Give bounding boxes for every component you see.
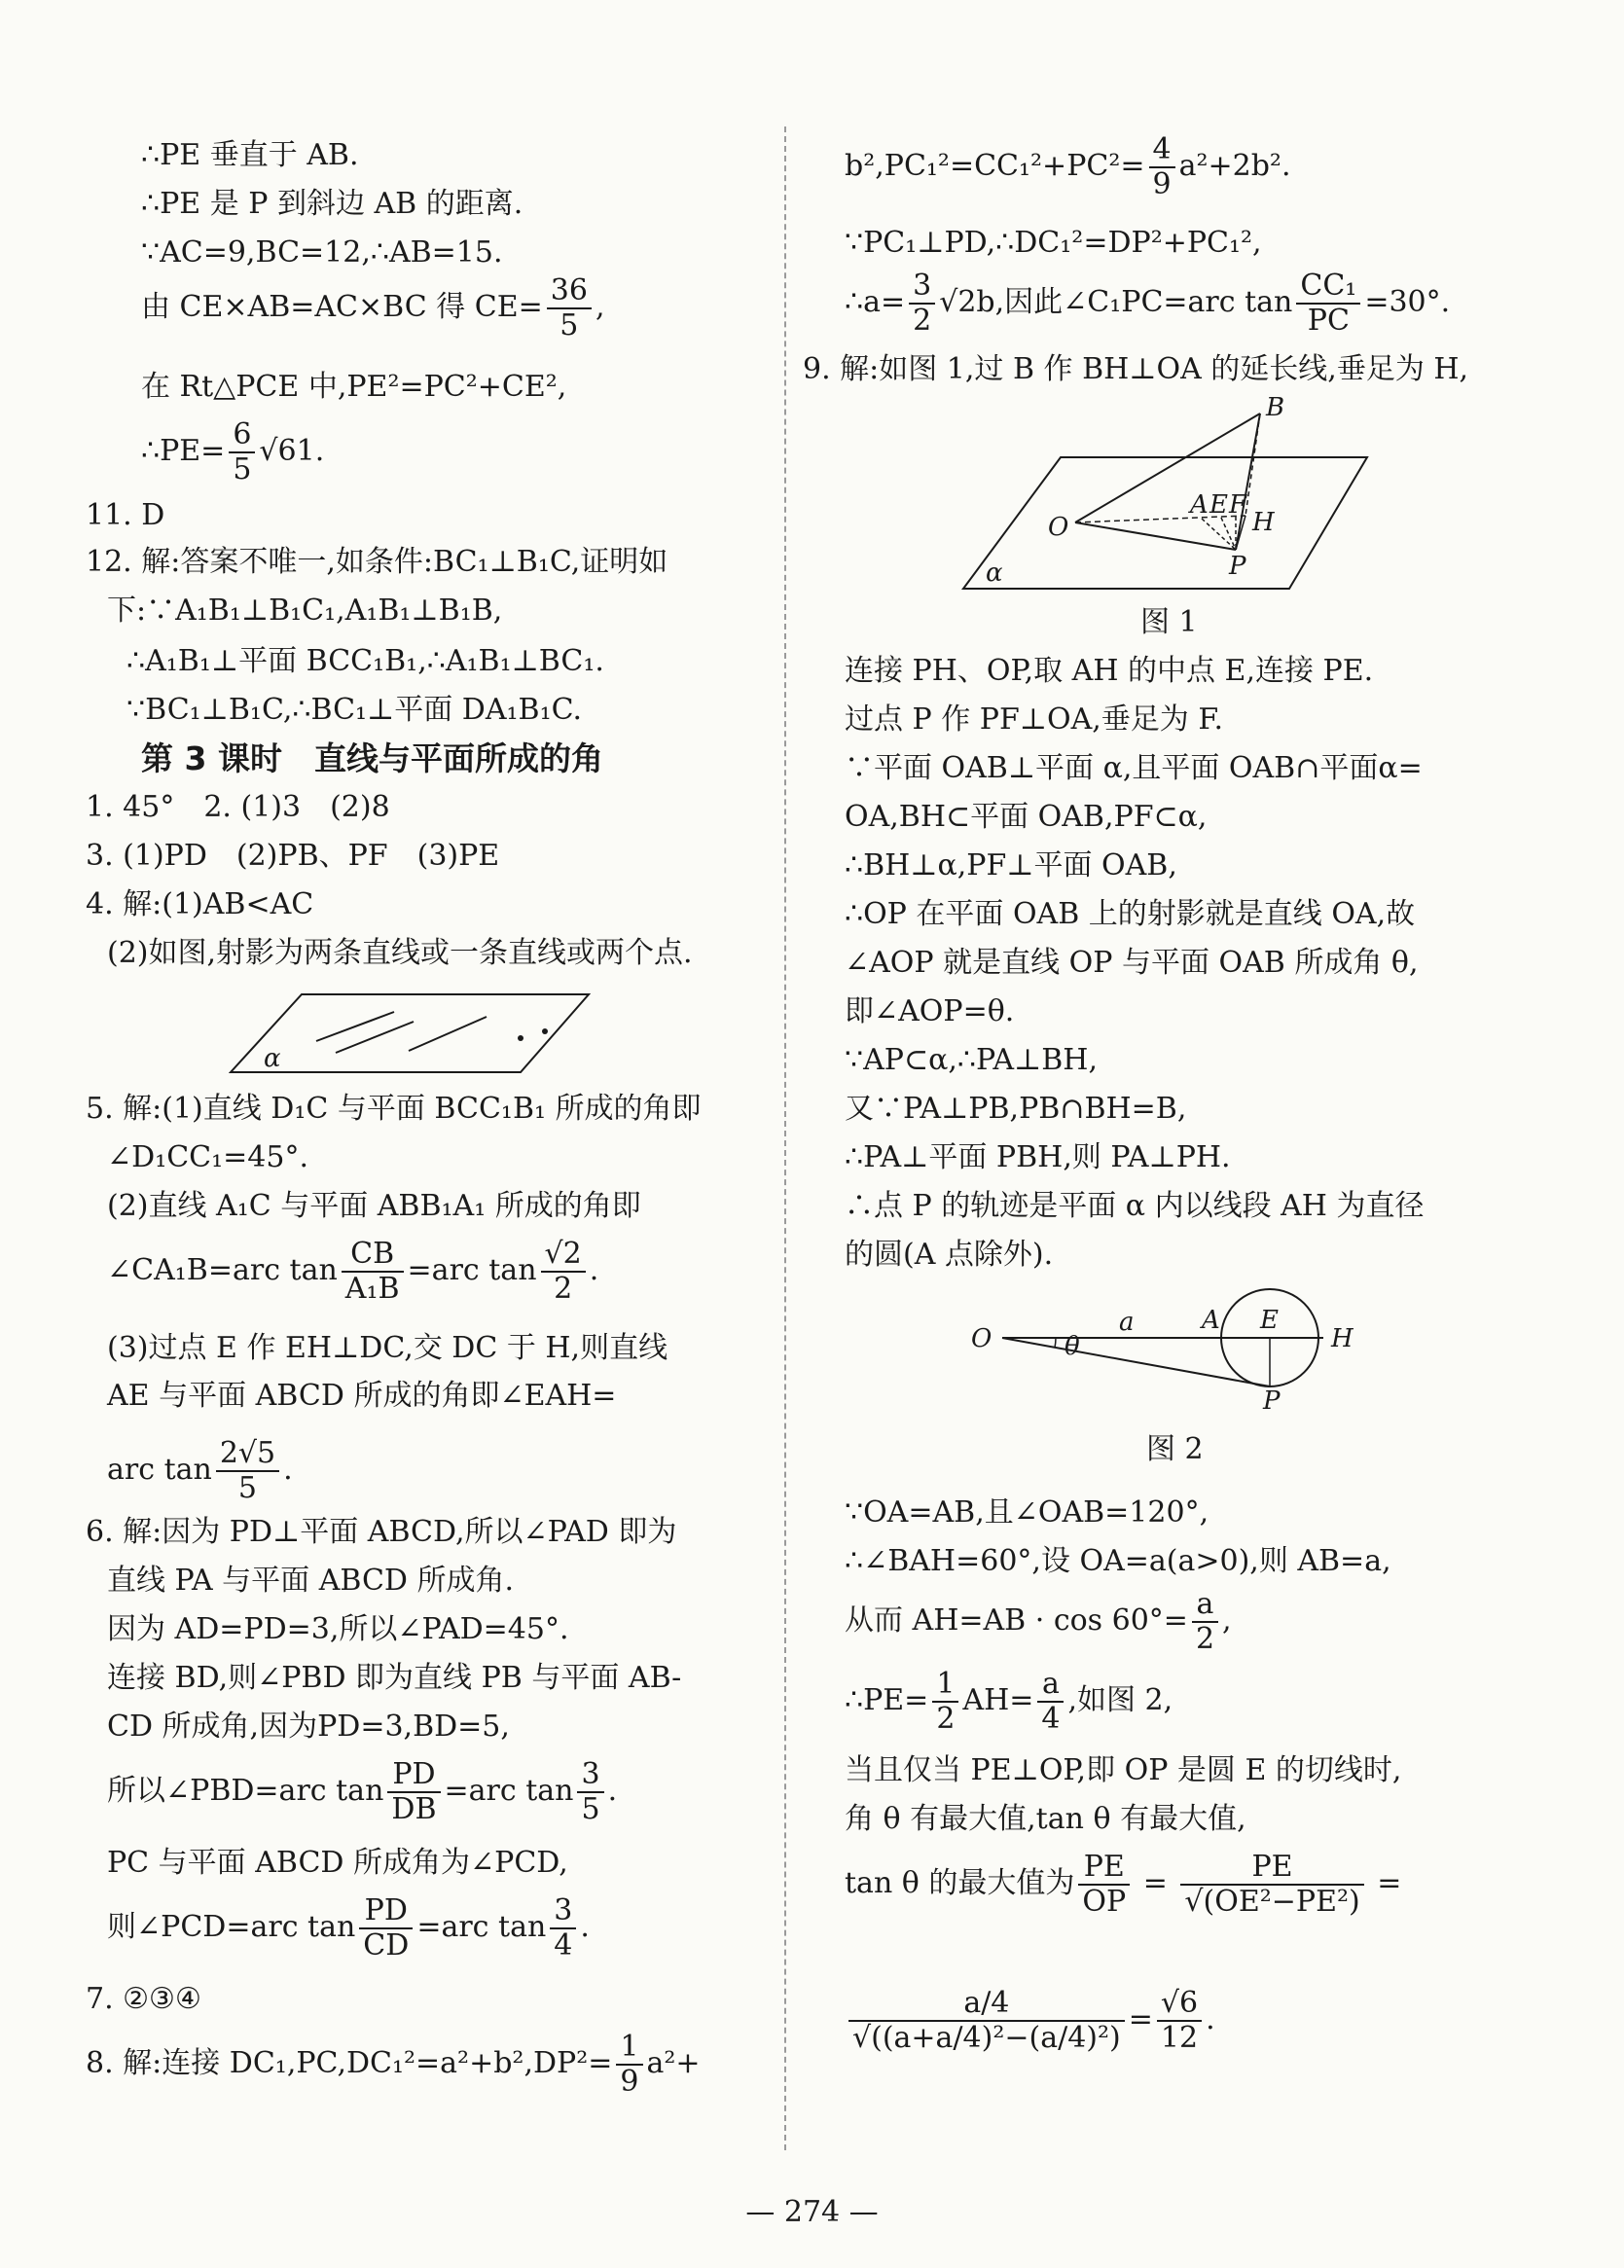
fraction-denominator: 2	[1195, 1622, 1215, 1656]
left-text-line	[86, 2031, 701, 2099]
left-text-line	[141, 739, 603, 778]
line-text: 又∵PA⊥PB,PB∩BH=B,	[845, 1092, 1187, 1126]
left-text-line	[141, 136, 359, 175]
line-text-after: √61.	[259, 434, 325, 468]
line-text: ∴a=	[845, 285, 906, 319]
plane-projection-figure	[229, 992, 598, 1080]
right-text-line	[845, 1851, 1401, 1919]
svg-text:E: E	[1260, 1306, 1279, 1335]
fraction-numerator: 3	[909, 270, 935, 305]
svg-text:E: E	[1209, 490, 1228, 520]
fraction	[342, 1238, 404, 1306]
line-text: ∵AP⊂α,∴PA⊥BH,	[845, 1043, 1099, 1077]
line-text-after: =arc tan	[416, 1910, 547, 1944]
line-text: 4. 解:(1)AB<AC	[86, 887, 314, 921]
line-text: 连接 BD,则∠PBD 即为直线 PB 与平面 AB-	[107, 1661, 682, 1695]
line-text: ∵AC=9,BC=12,∴AB=15.	[141, 235, 503, 270]
fraction	[216, 1437, 279, 1505]
line-text-tail: =	[1367, 1866, 1402, 1900]
line-text: AE 与平面 ABCD 所成的角即∠EAH=	[107, 1379, 617, 1413]
line-text: OA,BH⊂平面 OAB,PF⊂α,	[845, 800, 1208, 834]
right-text-line	[845, 1751, 1401, 1790]
line-text: 从而 AH=AB · cos 60°=	[845, 1603, 1188, 1638]
fraction-numerator: PE	[1180, 1851, 1363, 1886]
fraction-numerator: a/4	[848, 1987, 1125, 2022]
left-text-line	[86, 543, 668, 582]
line-text-after: a²+	[646, 2046, 701, 2080]
left-text-line	[107, 1758, 617, 1826]
line-text: ∠CA₁B=arc tan	[107, 1253, 338, 1287]
left-text-line	[107, 1377, 616, 1416]
page-number: — 274 —	[745, 2195, 879, 2229]
fraction	[1157, 1987, 1202, 2055]
left-text-line	[107, 1610, 569, 1649]
fraction-numerator: 3	[550, 1894, 576, 1929]
svg-text:A: A	[1190, 490, 1209, 520]
line-text: ∵BC₁⊥B₁C,∴BC₁⊥平面 DA₁B₁C.	[126, 693, 583, 727]
left-text-line	[86, 1513, 676, 1552]
line-text-after: .	[283, 1453, 293, 1487]
right-text-line	[845, 133, 1291, 201]
fraction	[909, 270, 935, 338]
line-text: ∵OA=AB,且∠OAB=120°,	[845, 1495, 1209, 1530]
line-text: 因为 AD=PD=3,所以∠PAD=45°.	[107, 1612, 569, 1646]
line-text: 6. 解:因为 PD⊥平面 ABCD,所以∠PAD 即为	[86, 1515, 677, 1549]
right-text-line	[845, 749, 1423, 788]
line-text-after: AH=	[962, 1683, 1034, 1717]
right-text-line	[845, 1090, 1186, 1129]
fraction-denominator: 12	[1160, 2021, 1199, 2055]
line-text: 第 3 课时 直线与平面所成的角	[141, 739, 603, 777]
column-divider	[784, 126, 786, 2150]
left-text-line	[86, 837, 499, 876]
fraction	[932, 1668, 958, 1736]
fraction-denominator: OP	[1082, 1885, 1127, 1919]
fraction-numerator: CC₁	[1296, 270, 1360, 305]
line-text-tail: .	[607, 1774, 618, 1808]
line-text: ∠D₁CC₁=45°.	[107, 1140, 308, 1174]
figure-2-caption: 图 2	[1146, 1432, 1204, 1466]
line-text: 过点 P 作 PF⊥OA,垂足为 F.	[845, 702, 1224, 737]
right-text-line	[845, 846, 1177, 885]
left-text-line	[107, 1187, 641, 1226]
right-text-line	[845, 1588, 1232, 1656]
left-text-line	[141, 234, 503, 272]
right-text-line	[845, 701, 1223, 739]
fraction-numerator: PD	[359, 1894, 413, 1929]
left-text-line	[126, 642, 604, 681]
fraction-numerator: a	[1192, 1588, 1218, 1623]
line-text: ∴点 P 的轨迹是平面 α 内以线段 AH 为直径	[845, 1189, 1425, 1223]
svg-text:A: A	[1202, 1306, 1220, 1335]
fraction-numerator: CB	[342, 1238, 404, 1273]
fraction	[616, 2031, 642, 2099]
line-text: ∴BH⊥α,PF⊥平面 OAB,	[845, 848, 1177, 882]
line-text: ∴∠BAH=60°,设 OA=a(a>0),则 AB=a,	[845, 1544, 1391, 1578]
left-text-line	[107, 1329, 668, 1368]
svg-text:θ: θ	[1065, 1332, 1080, 1361]
right-text-line	[845, 1668, 1173, 1736]
fraction-numerator: 1	[932, 1668, 958, 1703]
right-text-line	[845, 270, 1450, 338]
right-text-line	[845, 944, 1418, 983]
line-text: CD 所成角,因为PD=3,BD=5,	[107, 1710, 510, 1744]
right-text-line	[845, 1236, 1053, 1275]
line-text: 即∠AOP=θ.	[845, 994, 1015, 1028]
line-text-tail: .	[589, 1253, 599, 1287]
left-text-line	[86, 885, 313, 924]
svg-text:α: α	[986, 558, 1003, 588]
right-text-line	[845, 992, 1014, 1031]
fraction-denominator: 4	[1041, 1702, 1061, 1736]
fraction	[1296, 270, 1360, 338]
fraction	[550, 1894, 576, 1962]
left-text-line	[86, 496, 164, 535]
line-text: 由 CE×AB=AC×BC 得 CE=	[141, 290, 543, 324]
line-text: PC 与平面 ABCD 所成角为∠PCD,	[107, 1846, 568, 1880]
line-text: 3. (1)PD (2)PB、PF (3)PE	[86, 839, 500, 873]
line-text-after: ,	[1222, 1603, 1232, 1638]
fraction	[848, 1987, 1125, 2055]
fraction-denominator: A₁B	[344, 1272, 400, 1306]
right-text-line	[803, 350, 1468, 389]
right-text-line	[845, 224, 1262, 263]
left-text-line	[107, 1437, 293, 1505]
line-text-tail: .	[1206, 2002, 1215, 2036]
fraction	[229, 418, 255, 486]
right-text-line	[845, 1987, 1215, 2055]
line-text: 7. ②③④	[86, 1982, 201, 2016]
line-text: 连接 PH、OP,取 AH 的中点 E,连接 PE.	[845, 654, 1374, 688]
fraction	[1078, 1851, 1130, 1919]
fraction-denominator: 5	[237, 1471, 258, 1505]
fraction-numerator: √6	[1157, 1987, 1202, 2022]
line-text: 下:∵A₁B₁⊥B₁C₁,A₁B₁⊥B₁B,	[107, 594, 503, 628]
line-text: ∴PE=	[845, 1683, 929, 1717]
line-text: 所以∠PBD=arc tan	[107, 1774, 384, 1808]
left-text-line	[86, 1090, 702, 1129]
fraction-numerator: √2	[541, 1238, 586, 1273]
left-text-line	[141, 185, 523, 224]
svg-text:a: a	[1119, 1308, 1135, 1337]
fraction-numerator: PD	[387, 1758, 440, 1793]
line-text-after: √2b,因此∠C₁PC=arc tan	[939, 285, 1293, 319]
line-text: 11. D	[86, 498, 165, 532]
line-text: 12. 解:答案不唯一,如条件:BC₁⊥B₁C,证明如	[86, 545, 668, 579]
line-text: b²,PC₁²=CC₁²+PC²=	[845, 149, 1145, 183]
right-text-line	[845, 652, 1373, 691]
line-text: 当且仅当 PE⊥OP,即 OP 是圆 E 的切线时,	[845, 1753, 1402, 1787]
fraction	[387, 1758, 440, 1826]
line-text: ∴PE=	[141, 434, 226, 468]
line-text: 1. 45° 2. (1)3 (2)8	[86, 790, 390, 824]
figure-2	[963, 1284, 1372, 1411]
right-text-line	[845, 895, 1415, 934]
line-text-tail: =30°.	[1364, 285, 1451, 319]
line-text: 直线 PA 与平面 ABCD 所成角.	[107, 1564, 515, 1598]
plane-label: α	[264, 1044, 281, 1073]
right-text-line	[845, 1494, 1209, 1532]
fraction-denominator: √(OE²−PE²)	[1184, 1885, 1360, 1919]
fraction-denominator: 2	[554, 1272, 573, 1306]
left-text-line	[141, 418, 324, 486]
line-text: ∵PC₁⊥PD,∴DC₁²=DP²+PC₁²,	[845, 226, 1262, 260]
right-text-line	[845, 1800, 1246, 1839]
right-text-line	[845, 1041, 1098, 1080]
fraction-denominator: 4	[554, 1928, 573, 1962]
fraction-numerator: 6	[229, 418, 255, 453]
line-text: 角 θ 有最大值,tan θ 有最大值,	[845, 1802, 1246, 1836]
line-text-after: =	[1128, 2002, 1153, 2036]
fraction-denominator: √((a+a/4)²−(a/4)²)	[852, 2021, 1121, 2055]
fraction	[359, 1894, 413, 1962]
line-text-after: =	[1134, 1866, 1177, 1900]
fraction-denominator: PC	[1307, 304, 1350, 338]
line-text: ∴PA⊥平面 PBH,则 PA⊥PH.	[845, 1140, 1231, 1174]
line-text-after: =arc tan	[444, 1774, 574, 1808]
figure-1-caption: 图 1	[1140, 605, 1198, 639]
line-text: tan θ 的最大值为	[845, 1866, 1075, 1900]
left-text-line	[107, 1138, 308, 1177]
line-text: ∴PE 垂直于 AB.	[141, 138, 359, 172]
fraction-denominator: 9	[1152, 167, 1172, 201]
svg-text:H: H	[1252, 508, 1275, 537]
line-text-after: ,	[595, 290, 605, 324]
fraction-denominator: 5	[233, 452, 252, 486]
fraction-denominator: 5	[559, 308, 579, 342]
right-text-line	[845, 798, 1207, 837]
line-text: ∴PE 是 P 到斜边 AB 的距离.	[141, 187, 523, 221]
line-text-tail: ,如图 2,	[1067, 1683, 1173, 1717]
left-text-line	[107, 1562, 514, 1601]
left-text-line	[107, 1238, 598, 1306]
left-text-line	[107, 592, 502, 630]
line-text: ∵平面 OAB⊥平面 α,且平面 OAB∩平面α=	[845, 751, 1423, 785]
svg-text:H: H	[1331, 1324, 1353, 1353]
line-text: (2)直线 A₁C 与平面 ABB₁A₁ 所成的角即	[107, 1189, 641, 1223]
line-text-tail: .	[580, 1910, 590, 1944]
line-text: (3)过点 E 作 EH⊥DC,交 DC 于 H,则直线	[107, 1331, 668, 1365]
left-text-line	[107, 1844, 568, 1883]
svg-text:O: O	[1048, 513, 1069, 542]
line-text: 8. 解:连接 DC₁,PC,DC₁²=a²+b²,DP²=	[86, 2046, 613, 2080]
fraction-denominator: CD	[363, 1928, 410, 1962]
line-text: ∴OP 在平面 OAB 上的射影就是直线 OA,故	[845, 897, 1416, 931]
right-text-line	[845, 1138, 1231, 1177]
fraction-denominator: 9	[620, 2065, 639, 2099]
fraction-numerator: 2√5	[216, 1437, 279, 1472]
line-text: 则∠PCD=arc tan	[107, 1910, 356, 1944]
svg-text:F: F	[1229, 490, 1247, 520]
line-text: 的圆(A 点除外).	[845, 1238, 1054, 1272]
fraction-denominator: 2	[913, 304, 932, 338]
fraction-denominator: DB	[391, 1792, 437, 1826]
right-text-line	[845, 1187, 1425, 1226]
fraction	[547, 274, 592, 342]
fraction-numerator: a	[1037, 1668, 1064, 1703]
left-text-line	[107, 1894, 590, 1962]
line-text: 在 Rt△PCE 中,PE²=PC²+CE²,	[141, 370, 567, 404]
line-text: (2)如图,射影为两条直线或一条直线或两个点.	[107, 936, 693, 970]
fraction-numerator: 1	[616, 2031, 642, 2066]
left-text-line	[141, 368, 566, 407]
fraction	[1192, 1588, 1218, 1656]
fraction-denominator: 2	[936, 1702, 956, 1736]
fraction	[541, 1238, 586, 1306]
left-text-line	[141, 274, 604, 342]
line-text-after: a²+2b².	[1178, 149, 1291, 183]
line-text: arc tan	[107, 1453, 212, 1487]
fraction-numerator: 3	[577, 1758, 603, 1793]
left-text-line	[107, 1659, 681, 1698]
line-text: 5. 解:(1)直线 D₁C 与平面 BCC₁B₁ 所成的角即	[86, 1092, 702, 1126]
fraction-numerator: 36	[547, 274, 592, 309]
line-text: ∠AOP 就是直线 OP 与平面 OAB 所成角 θ,	[845, 946, 1419, 980]
left-text-line	[126, 691, 582, 730]
svg-text:P: P	[1263, 1386, 1281, 1411]
fraction-numerator: 4	[1149, 133, 1175, 168]
fraction-denominator: 5	[581, 1792, 600, 1826]
line-text: 9. 解:如图 1,过 B 作 BH⊥OA 的延长线,垂足为 H,	[803, 352, 1469, 386]
svg-text:O: O	[971, 1324, 992, 1353]
fraction-numerator: PE	[1078, 1851, 1130, 1886]
line-text-after: =arc tan	[407, 1253, 537, 1287]
left-text-line	[107, 1708, 510, 1746]
fraction	[1180, 1851, 1363, 1919]
left-text-line	[86, 1980, 201, 2019]
left-text-line	[107, 934, 693, 973]
right-text-line	[845, 1542, 1391, 1581]
line-text: ∴A₁B₁⊥平面 BCC₁B₁,∴A₁B₁⊥BC₁.	[126, 644, 604, 678]
fraction	[577, 1758, 603, 1826]
fraction	[1037, 1668, 1064, 1736]
svg-text:P: P	[1229, 552, 1246, 581]
fraction	[1149, 133, 1175, 201]
svg-text:B: B	[1266, 394, 1285, 422]
left-text-line	[86, 788, 390, 827]
